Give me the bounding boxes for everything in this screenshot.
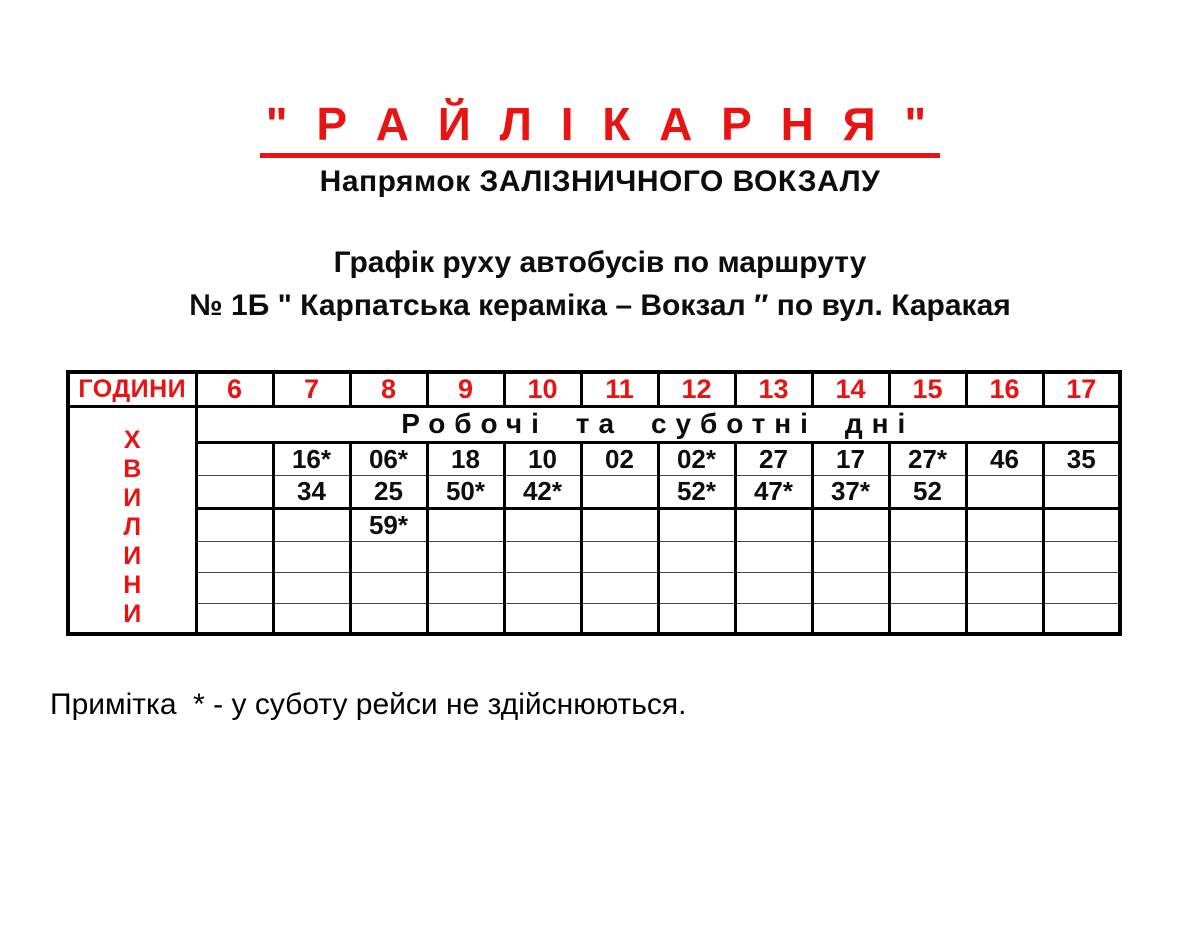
minutes-cell-h10-r2: 42* xyxy=(504,475,581,508)
minutes-cell-h8-r3: 59* xyxy=(350,508,427,541)
hour-header-10: 10 xyxy=(504,372,581,407)
minutes-cell-h11-r3 xyxy=(581,508,658,541)
minutes-cell-h15-r1: 27* xyxy=(889,442,966,475)
minutes-cell-h12-r1: 02* xyxy=(658,442,735,475)
minutes-cell-h11-r4 xyxy=(581,541,658,572)
minutes-cell-h7-r4 xyxy=(273,541,350,572)
minutes-row-5 xyxy=(68,572,1120,603)
minutes-cell-h14-r6 xyxy=(812,603,889,634)
minutes-cell-h13-r1: 27 xyxy=(735,442,812,475)
minutes-cell-h7-r6 xyxy=(273,603,350,634)
minutes-cell-h7-r5 xyxy=(273,572,350,603)
hour-header-12: 12 xyxy=(658,372,735,407)
minutes-letter: В xyxy=(123,455,142,484)
days-header-cell: Робочі та суботні дні xyxy=(196,406,1120,442)
minutes-letter: И xyxy=(123,600,142,629)
minutes-cell-h6-r5 xyxy=(196,572,273,603)
minutes-cell-h12-r4 xyxy=(658,541,735,572)
minutes-cell-h15-r2: 52 xyxy=(889,475,966,508)
direction-subtitle: Напрямок ЗАЛІЗНИЧНОГО ВОКЗАЛУ xyxy=(319,164,881,198)
hours-header-row xyxy=(68,372,1120,407)
minutes-letter: Н xyxy=(123,571,142,600)
minutes-cell-h14-r4 xyxy=(812,541,889,572)
minutes-cell-h15-r4 xyxy=(889,541,966,572)
minutes-cell-h10-r4 xyxy=(504,541,581,572)
minutes-row-3 xyxy=(68,508,1120,541)
minutes-cell-h9-r4 xyxy=(427,541,504,572)
minutes-cell-h10-r1: 10 xyxy=(504,442,581,475)
minutes-cell-h6-r3 xyxy=(196,508,273,541)
minutes-cell-h6-r4 xyxy=(196,541,273,572)
minutes-letter: И xyxy=(123,484,142,513)
minutes-cell-h11-r6 xyxy=(581,603,658,634)
minutes-cell-h16-r1: 46 xyxy=(966,442,1043,475)
minutes-cell-h8-r5 xyxy=(350,572,427,603)
minutes-cell-h10-r6 xyxy=(504,603,581,634)
minutes-cell-h9-r5 xyxy=(427,572,504,603)
minutes-letter: Х xyxy=(123,426,141,455)
minutes-cell-h13-r2: 47* xyxy=(735,475,812,508)
route-line-1: Графік руху автобусів по маршруту xyxy=(333,245,867,279)
schedule-table xyxy=(66,370,1122,637)
minutes-cell-h10-r3 xyxy=(504,508,581,541)
minutes-cell-h17-r3 xyxy=(1043,508,1120,541)
minutes-cell-h11-r1: 02 xyxy=(581,442,658,475)
minutes-cell-h14-r3 xyxy=(812,508,889,541)
minutes-cell-h15-r6 xyxy=(889,603,966,634)
minutes-cell-h11-r2 xyxy=(581,475,658,508)
minutes-cell-h14-r5 xyxy=(812,572,889,603)
minutes-cell-h9-r6 xyxy=(427,603,504,634)
minutes-cell-h12-r6 xyxy=(658,603,735,634)
minutes-row-6 xyxy=(68,603,1120,634)
hour-header-9: 9 xyxy=(427,372,504,407)
hour-header-15: 15 xyxy=(889,372,966,407)
minutes-cell-h12-r3 xyxy=(658,508,735,541)
minutes-cell-h13-r6 xyxy=(735,603,812,634)
minutes-row-4 xyxy=(68,541,1120,572)
minutes-cell-h17-r1: 35 xyxy=(1043,442,1120,475)
minutes-cell-h15-r5 xyxy=(889,572,966,603)
minutes-cell-h7-r1: 16* xyxy=(273,442,350,475)
minutes-cell-h16-r5 xyxy=(966,572,1043,603)
minutes-cell-h9-r2: 50* xyxy=(427,475,504,508)
minutes-letter: Л xyxy=(123,513,142,542)
minutes-cell-h8-r6 xyxy=(350,603,427,634)
hour-header-16: 16 xyxy=(966,372,1043,407)
minutes-cell-h9-r1: 18 xyxy=(427,442,504,475)
minutes-cell-h16-r2 xyxy=(966,475,1043,508)
minutes-cell-h12-r2: 52* xyxy=(658,475,735,508)
minutes-cell-h14-r1: 17 xyxy=(812,442,889,475)
minutes-cell-h13-r4 xyxy=(735,541,812,572)
hour-header-14: 14 xyxy=(812,372,889,407)
minutes-cell-h10-r5 xyxy=(504,572,581,603)
minutes-cell-h13-r3 xyxy=(735,508,812,541)
hours-label-cell: ГОДИНИ xyxy=(68,372,196,407)
minutes-cell-h6-r6 xyxy=(196,603,273,634)
route-line-2: № 1Б " Карпатська кераміка – Вокзал ″ по вул. Каракая xyxy=(189,288,1011,322)
minutes-cell-h8-r4 xyxy=(350,541,427,572)
minutes-row-2 xyxy=(68,475,1120,508)
minutes-cell-h17-r4 xyxy=(1043,541,1120,572)
minutes-cell-h16-r3 xyxy=(966,508,1043,541)
minutes-cell-h9-r3 xyxy=(427,508,504,541)
minutes-cell-h7-r2: 34 xyxy=(273,475,350,508)
minutes-cell-h16-r6 xyxy=(966,603,1043,634)
minutes-cell-h17-r2 xyxy=(1043,475,1120,508)
title-block xyxy=(0,0,1200,158)
minutes-cell-h15-r3 xyxy=(889,508,966,541)
hour-header-6: 6 xyxy=(196,372,273,407)
hour-header-11: 11 xyxy=(581,372,658,407)
minutes-cell-h8-r2: 25 xyxy=(350,475,427,508)
minutes-letter: И xyxy=(123,542,142,571)
minutes-cell-h8-r1: 06* xyxy=(350,442,427,475)
hour-header-8: 8 xyxy=(350,372,427,407)
minutes-cell-h17-r5 xyxy=(1043,572,1120,603)
minutes-cell-h13-r5 xyxy=(735,572,812,603)
minutes-cell-h16-r4 xyxy=(966,541,1043,572)
minutes-cell-h12-r5 xyxy=(658,572,735,603)
minutes-cell-h17-r6 xyxy=(1043,603,1120,634)
minutes-cell-h6-r1 xyxy=(196,442,273,475)
minutes-cell-h7-r3 xyxy=(273,508,350,541)
minutes-cell-h14-r2: 37* xyxy=(812,475,889,508)
route-heading xyxy=(0,241,1200,327)
minutes-row-1 xyxy=(68,442,1120,475)
minutes-cell-h6-r2 xyxy=(196,475,273,508)
days-header-row xyxy=(68,406,1120,442)
hour-header-17: 17 xyxy=(1043,372,1120,407)
page-title: " Р А Й Л І К А Р Н Я " xyxy=(260,98,940,158)
minutes-cell-h11-r5 xyxy=(581,572,658,603)
footnote: Примітка * - у суботу рейси не здійснюються. xyxy=(50,688,687,722)
hour-header-7: 7 xyxy=(273,372,350,407)
hour-header-13: 13 xyxy=(735,372,812,407)
minutes-label-cell xyxy=(68,406,196,634)
